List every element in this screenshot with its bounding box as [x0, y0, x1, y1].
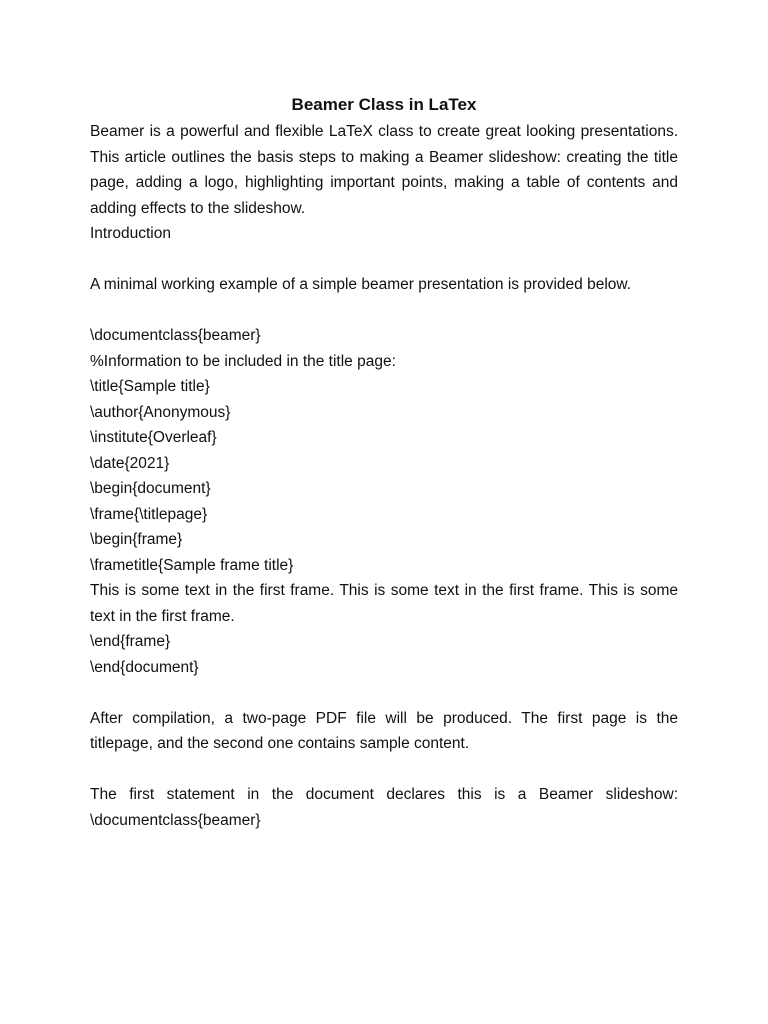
minimal-example-sentence: A minimal working example of a simple beamer presentation is provided below. [90, 276, 632, 293]
first-statement-paragraph: The first statement in the document declares this is a Beamer slideshow: \documentclass{beamer} [90, 786, 678, 829]
code-line: \end{document} [90, 658, 199, 676]
section-heading-introduction: Introduction [90, 225, 171, 242]
code-line: \begin{frame} [90, 531, 183, 548]
blank-line [90, 298, 678, 324]
code-line: \author{Anonymous} [90, 403, 231, 421]
blank-line [90, 757, 678, 783]
code-line: \date{2021} [90, 454, 170, 472]
code-line: \institute{Overleaf} [90, 429, 217, 446]
blank-line [90, 247, 678, 273]
code-line: \frame{\titlepage} [90, 505, 208, 523]
document-body [90, 92, 678, 833]
blank-line [90, 680, 678, 706]
code-line: %Information to be included in the title page: [90, 352, 396, 370]
code-line: \frametitle{Sample frame title} [90, 556, 294, 574]
compilation-paragraph: After compilation, a two-page PDF file will be produced. The first page is the titlepage, and the second one contains sample content. [90, 709, 678, 752]
code-line: \documentclass{beamer} [90, 327, 261, 344]
intro-paragraph: Beamer is a powerful and flexible LaTeX class to create great looking presentations. This article outlines the basis steps to making a Beamer slideshow: creating the title page, adding a logo, highlighting important points, making a table of contents and adding effects to the slideshow. [90, 123, 678, 217]
document-title: Beamer Class in LaTex [291, 95, 477, 114]
code-line: \title{Sample title} [90, 378, 210, 395]
code-line: \end{frame} [90, 633, 171, 650]
code-line: \begin{document} [90, 480, 211, 497]
frame-text-paragraph: This is some text in the first frame. This is some text in the first frame. This is some text in the first frame. [90, 582, 678, 625]
